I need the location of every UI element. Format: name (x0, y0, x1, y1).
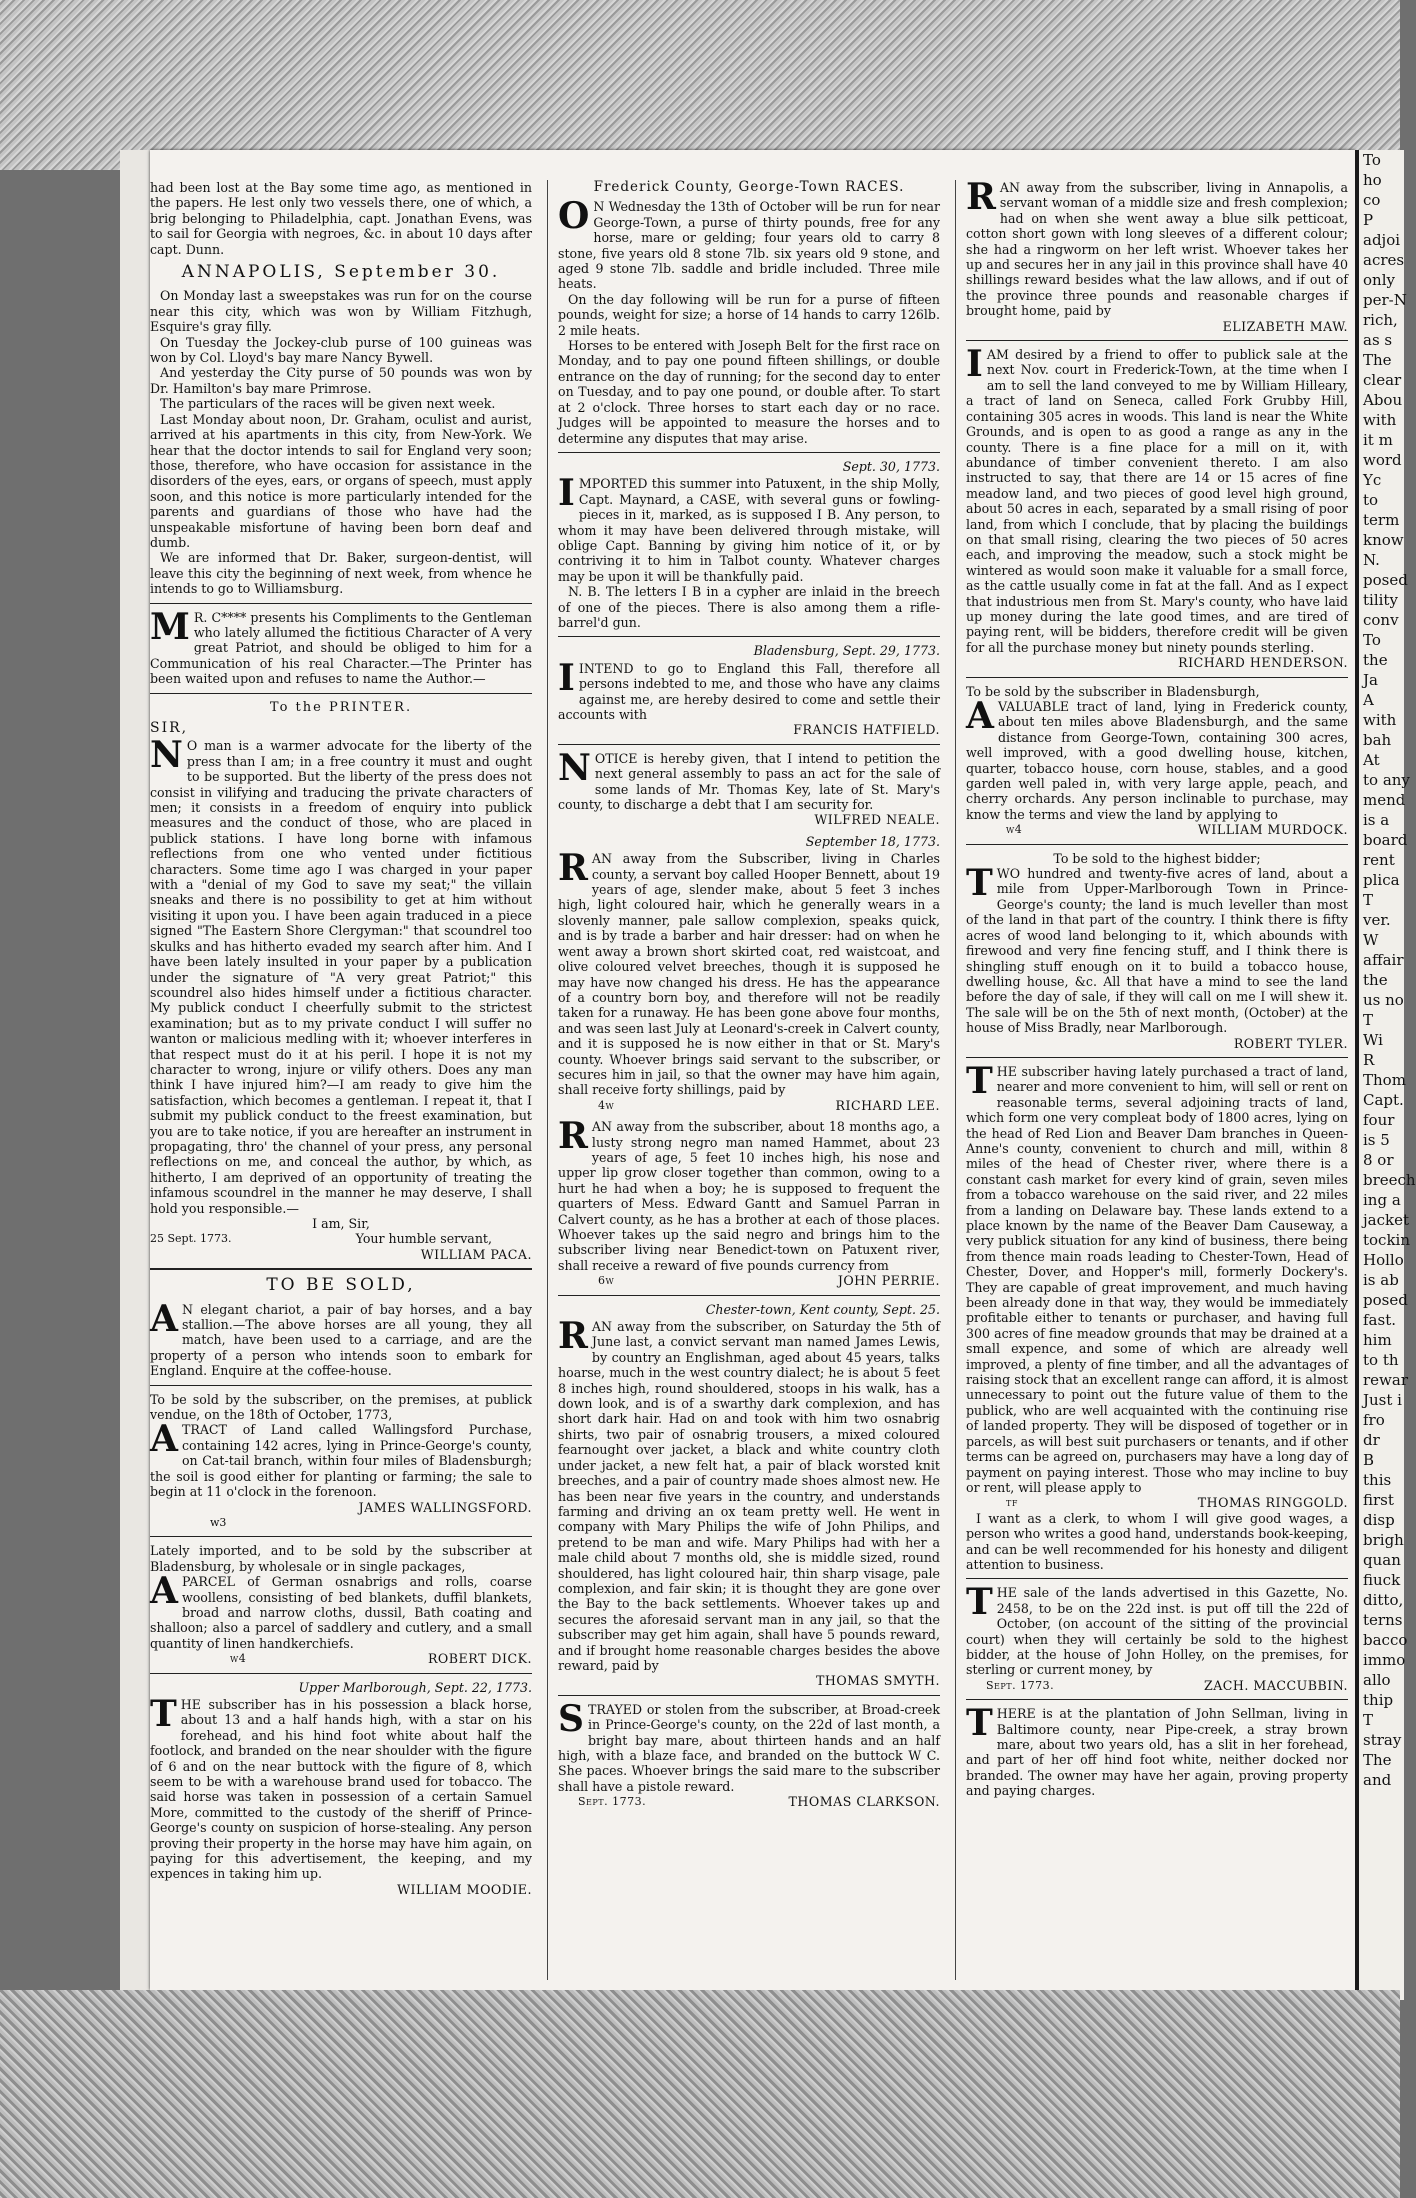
edge-text-fragment: conv (1363, 611, 1399, 629)
annapolis-news (150, 288, 532, 596)
edge-text-fragment: ho (1363, 171, 1382, 189)
drop-cap: T (966, 1702, 993, 1745)
edge-text-fragment: adjoi (1363, 231, 1401, 249)
edge-text-fragment: The (1363, 1751, 1392, 1769)
edge-text-fragment: fro (1363, 1411, 1385, 1429)
ad-text: HERE is at the plantation of John Sellman, living in Baltimore county, near Pipe-creek, a stray brown mare, about two years old, has a slit in her forehead, and part of her off hind foot white, neither docked nor branded. The owner may have her again, proving property and paying charges. (966, 1706, 1348, 1799)
ad-text: OTICE is hereby given, that I intend to petition the next general assembly to pass an act for the sale of some lands of Mr. Thomas Key, late of St. Mary's county, to discharge a debt that I am security for. (558, 750, 940, 813)
drop-cap: A (966, 695, 994, 737)
ad-bay-news (150, 180, 532, 257)
drop-cap: O (558, 195, 590, 238)
ad-text: On the day following will be run for a purse of fifteen pounds, weight for size; a horse of 14 hands to carry 126lb. 2 mile heats. (558, 291, 940, 338)
edge-text-fragment: breech (1363, 1171, 1416, 1189)
drop-cap: R (966, 176, 996, 218)
edge-text-fragment: Just i (1363, 1391, 1402, 1409)
ad-text: AN away from the subscriber, on Saturday the 5th of June last, a convict servant man named James Lewis, by country an Englishman, aged about 45 years, talks hoarse, much in the west country dialect; he is about 5 feet 8 inches high, round shouldered, stoops in his walk, has a down look, and is of a swarthy dark complexion, and has short dark hair. Had on and took with him two osnabrig shirts, two pair of osnabrig trousers, a mixed coloured fearnought over jacket, a black and white country cloth under jacket, a new felt hat, a pair of black worsted knit breeches, and a pair of country made shoes almost new. He has been near five years in the country, and understands farming and driving an ox team pretty well. He went in company with Mary Philips the wife of John Philips, and pretend to be man and wife. Mary Philips had with her a male child about 7 months old, she is middle sized, round shouldered, has light coloured hair, thin sharp visage, pale complexion, and fair skin; it is thought they are gone over the Bay to the back settlements. Whoever takes up and secures the aforesaid servant man in any jail, so that the subscriber may get him again, shall have 5 pounds reward, and if brought home reasonable charges besides the above reward, paid by (558, 1319, 940, 1673)
edge-text-fragment: with (1363, 411, 1397, 429)
edge-text-fragment: Wi (1363, 1031, 1383, 1049)
edge-text-fragment: as s (1363, 331, 1393, 349)
edge-text-fragment: plica (1363, 871, 1400, 889)
ad-dateline: Sept. 1773. (578, 1795, 647, 1809)
edge-text-fragment: fast. (1363, 1311, 1396, 1329)
divider (558, 744, 940, 745)
ad-richard-lee (558, 834, 940, 1113)
ad-text: TRAYED or stolen from the subscriber, at Broad-creek in Prince-George's county, on the 22d of last month, a bright bay mare, about thirteen hands and an half high, with a blaze face, and branded on the buttock W C. She paces. Whoever brings the said mare to the subscriber shall have a pistole reward. (558, 1701, 940, 1794)
signature: JOHN PERRIE. (837, 1273, 940, 1289)
ad-imported-case (558, 459, 940, 630)
edge-text-fragment: per-N (1363, 291, 1407, 309)
newspaper-page (150, 150, 1355, 1990)
to-the-printer-heading: To the PRINTER. (269, 699, 413, 715)
ad-text: had been lost at the Bay some time ago, as mentioned in the papers. He lest only two vessels there, one of which, a brig belonging to Philadelphia, capt. Jonathan Evens, was to sail for Georgia with negroes, &c. in about 10 days after capt. Dunn. (150, 180, 532, 257)
drop-cap: T (966, 1059, 993, 1102)
edge-text-fragment: P (1363, 211, 1374, 229)
ad-text: HE subscriber having lately purchased a tract of land, nearer and more convenient to him, will sell or rent on reasonable terms, several adjoining tracts of land, which form one very compleat body of 1800 acres, lying on the head of Red Lion and Beaver Dam branches in Queen-Anne's county, convenient to church and mill, within 8 miles of the head of Chester river, where there is a constant cash market for every kind of grain, seven miles from a tobacco warehouse on the said river, and 22 miles from a landing on Delaware bay. These lands extend to a place known by the name of the Beaver Dam Causeway, a very publick situation for any kind of business, there being from thence main roads leading to Chester-Town, Head of Chester, Dover, and Hopper's mill, formerly Dockery's. They are capable of great improvement, and much having been already done in that way, they would be immediately profitable either to tenants or purchaser, and having full 300 acres of fine meadow grounds that may be drained at a small expence, and some of which are already well improved, a plenty of fine timber, and all the advantages of raising stock that an excellent range can afford, it is almost unnecessary to point out the future value of them to the publick, who are well acquainted with the continuing rise of landed property. They will be disposed of together or in parcels, as will best suit purchasers or tenants, and if other terms can be agreed on, purchasers may have a long day of payment on paying interest. Those who may incline to buy or rent, will please apply to (966, 1063, 1348, 1495)
divider (558, 452, 940, 453)
edge-text-fragment: co (1363, 191, 1381, 209)
divider (150, 693, 532, 694)
drop-cap: T (966, 1581, 993, 1624)
edge-text-fragment: A (1363, 691, 1374, 709)
edge-text-fragment: N. (1363, 551, 1380, 569)
ad-chariot (150, 1297, 532, 1379)
drop-cap: N (558, 746, 591, 789)
races-heading: Frederick County, George-Town RACES. (593, 179, 905, 195)
edge-text-fragment: disp (1363, 1511, 1395, 1529)
edge-text-fragment: posed (1363, 1291, 1408, 1309)
ad-text: R. C**** presents his Compliments to the Gentleman who lately allumed the fictitious Character of A very great Patriot, and should be obliged to him for a Communication of his real Character.—The Printer has been waited upon and refuses to name the Author.— (150, 609, 532, 687)
ad-robert-tyler (966, 851, 1348, 1051)
ad-text: N elegant chariot, a pair of bay horses, and a bay stallion.—The above horses are all young, they all match, have been used to a carriage, and are the property of a person who intends soon to embark for England. Enquire at the coffee-house. (150, 1301, 532, 1379)
ad-mr-c (150, 605, 532, 687)
ad-elizabeth-maw (966, 176, 1348, 334)
edge-text-fragment: At (1363, 751, 1380, 769)
edge-text-fragment: to any (1363, 771, 1410, 789)
edge-text-fragment: Thom (1363, 1071, 1406, 1089)
letter-date: 25 Sept. 1773. (150, 1232, 232, 1246)
edge-text-fragment: fiuck (1363, 1571, 1401, 1589)
edge-text-fragment: him (1363, 1331, 1392, 1349)
letter-closing: I am, Sir, (312, 1216, 370, 1231)
divider (966, 1578, 1348, 1579)
news-para: On Monday last a sweepstakes was run for on the course near this city, which was won by William Fitzhugh, Esquire's gray filly. (150, 288, 532, 335)
divider (558, 636, 940, 637)
edge-text-fragment: stray (1363, 1731, 1402, 1749)
edge-text-fragment: jacket (1363, 1211, 1409, 1229)
drop-cap: N (150, 734, 183, 777)
ad-dateline: Upper Marlborough, Sept. 22, 1773. (298, 1679, 532, 1695)
drop-cap: A (150, 1418, 178, 1461)
drop-cap: R (558, 1315, 588, 1358)
insertion-mark: w4 (1006, 823, 1023, 837)
ad-intro: To be sold by the subscriber in Bladensburgh, (966, 683, 1260, 699)
next-page-edge (1355, 150, 1416, 2000)
ad-text: HE subscriber has in his possession a black horse, about 13 and a half hands high, with a star on his forehead, and his hind foot white about half the footlock, and branded on the near shoulder with the figure of 6 and on the near buttock with the figure of 8, which seem to be with a warehouse brand used for tobacco. The said horse was taken in possession of a certain Samuel More, committed to the custody of the sheriff of Prince-George's county on suspicion of horse-stealing. Any person proving their property in the horse may have him again, on paying for this advertisement, the keeping, and my expences in taking him up. (150, 1696, 532, 1882)
to-be-sold-heading: TO BE SOLD, (266, 1275, 416, 1296)
letter-william-paca (150, 734, 532, 1262)
edge-text-fragment: ing a (1363, 1191, 1401, 1209)
edge-text-fragment: immo (1363, 1651, 1406, 1669)
news-para: On Tuesday the Jockey-club purse of 100 guineas was won by Col. Lloyd's bay mare Nancy Bywell. (150, 334, 532, 366)
ad-text: MPORTED this summer into Patuxent, in the ship Molly, Capt. Maynard, a CASE, with several guns or fowling-pieces in it, marked, as is supposed I B. Any person, to whom it may have been delivered through mistake, will oblige Capt. Banning by giving him notice of it, or by contriving it to him in Talbot county. Whatever charges may be upon it will be thankfully paid. (558, 476, 940, 584)
edge-text-fragment: first (1363, 1491, 1394, 1509)
ad-text: N Wednesday the 13th of October will be run for near George-Town, a purse of thirty pounds, free for any horse, mare or gelding; four years old to carry 8 stone, five years old 8 stone 7lb. six years old 9 stone, and aged 9 stone 7lb. saddle and bridle included. Three mile heats. (558, 199, 940, 292)
ad-dateline: Bladensburg, Sept. 29, 1773. (753, 643, 940, 659)
column-3 (966, 176, 1348, 1980)
ad-text: INTEND to go to England this Fall, therefore all persons indebted to me, and those who have any claims against me, are hereby desired to come and settle their accounts with (558, 660, 940, 722)
insertion-mark: 4w (598, 1098, 615, 1112)
ad-text: WO hundred and twenty-five acres of land, about a mile from Upper-Marlborough Town in Prince-George's county; the land is much leveller than most of the land in that part of the country. I think there is fifty acres of wood land belonging to it, which abounds with firewood and very fine fencing stuff, and I think there is shingling stuff enough on it to build a tobacco house, dwelling house, &c. All that have a mind to see the land before the day of sale, if they will call on me I will shew it. The sale will be on the 5th of next month, (October) at the house of Miss Bradly, near Marlborough. (966, 866, 1348, 1036)
ad-thomas-clarkson (558, 1697, 940, 1810)
divider (150, 1673, 532, 1674)
ad-text: PARCEL of German osnabrigs and rolls, coarse woollens, consisting of bed blankets, duffil blankets, broad and narrow cloths, dussil, Bath coating and shalloon; also a parcel of saddlery and cutlery, and a small quantity of linen handkerchiefs. (150, 1574, 532, 1651)
ad-intro: To be sold by the subscriber, on the premises, at publick vendue, on the 18th of October, 1773, (150, 1391, 532, 1423)
edge-text-fragment: B (1363, 1451, 1375, 1469)
edge-text-fragment: is ab (1363, 1271, 1399, 1289)
ad-intro: To be sold to the highest bidder; (1053, 850, 1261, 866)
edge-text-fragment: term (1363, 511, 1400, 529)
news-para: And yesterday the City purse of 50 pounds was won by Dr. Hamilton's bay mare Primrose. (150, 365, 532, 396)
edge-text-fragment: terns (1363, 1611, 1403, 1629)
signature: THOMAS SMYTH. (815, 1673, 940, 1689)
edge-text-fragment: is a (1363, 811, 1390, 829)
drop-cap: T (150, 1692, 177, 1735)
edge-text-fragment: bah (1363, 731, 1392, 749)
edge-text-fragment: only (1363, 271, 1395, 289)
divider (558, 1295, 940, 1296)
ad-wallingsford (150, 1392, 532, 1531)
drop-cap: T (966, 862, 993, 905)
edge-text-fragment: W (1363, 931, 1379, 949)
ad-william-moodie (150, 1680, 532, 1898)
ad-dateline: September 18, 1773. (805, 833, 940, 849)
ad-william-murdock (966, 684, 1348, 838)
signature: WILLIAM PACA. (420, 1246, 532, 1262)
news-para: The particulars of the races will be given next week. (160, 396, 496, 412)
edge-text-fragment: R (1363, 1051, 1375, 1069)
insertion-mark: tf (1006, 1496, 1018, 1510)
edge-text-fragment: ditto, (1363, 1591, 1404, 1609)
edge-text-fragment: T (1363, 891, 1374, 909)
edge-text-fragment: dr (1363, 1431, 1380, 1449)
signature: ZACH. MACCUBBIN. (1203, 1677, 1348, 1693)
letter-closing: Your humble servant, (355, 1231, 492, 1247)
ad-thomas-smyth (558, 1302, 940, 1689)
ad-john-perrie (558, 1115, 940, 1289)
edge-text-fragment: with (1363, 711, 1397, 729)
edge-text-fragment: tility (1363, 591, 1398, 609)
scan-border-top (0, 0, 1400, 170)
edge-text-fragment: this (1363, 1471, 1392, 1489)
signature: WILLIAM MOODIE. (397, 1881, 532, 1897)
edge-text-fragment: brigh (1363, 1531, 1404, 1549)
ad-stray-mare (966, 1702, 1348, 1799)
signature: RICHARD LEE. (835, 1097, 940, 1113)
edge-text-fragment: Capt. (1363, 1091, 1404, 1109)
ad-text: AM desired by a friend to offer to publick sale at the next Nov. court in Frederick-Town, at the time when I am to sell the land conveyed to me by William Hilleary, a tract of land on Seneca, called Fork Grubby Hill, containing 305 acres in woods. This land is near the White Grounds, and is open to as good a range as any in the county. There is a fine place for a mill on it, with abundance of timber convenient thereto. I am also instructed to say, that there are 14 or 15 acres of fine meadow land, and two pieces of good level high ground, about 50 acres in each, separated by a small rising of poor land, from which I conclude, that by placing the buildings on that small rising, clearing the two pieces of 50 acres each, and improving the meadow, such a stock might be wintered as would soon make it valuable for a small force, as the cattle usually come in fat at the fall. And as I expect that industrious men from St. Mary's county, who have laid up money during the late good times, and are tired of paying rent, will be bidders, therefore credit will be given for all the purchase money but ninety pounds sterling. (966, 347, 1348, 655)
edge-text-fragment: To (1363, 151, 1381, 169)
page-left-margin (120, 150, 150, 1990)
divider (558, 1695, 940, 1696)
edge-text-fragment: rent (1363, 851, 1395, 869)
edge-text-fragment: To (1363, 631, 1381, 649)
salutation: SIR, (150, 720, 189, 736)
edge-text-fragment: quan (1363, 1551, 1401, 1569)
news-para: We are informed that Dr. Baker, surgeon-dentist, will leave this city the beginning of next week, from whence he intends to go to Williamsburg. (150, 550, 532, 597)
column-1 (150, 180, 532, 1980)
edge-text-fragment: tockin (1363, 1231, 1411, 1249)
edge-text-fragment: board (1363, 831, 1408, 849)
ad-text: HE sale of the lands advertised in this Gazette, No. 2458, to be on the 22d inst. is put off till the 22d of October, (on account of the sitting of the provincial court) when they will certainly be sold to the highest bidder, at the house of John Holley, on the premises, for sterling or current money, by (966, 1585, 1348, 1678)
ad-wilfred-neale (558, 746, 940, 828)
edge-text-fragment: mend (1363, 791, 1406, 809)
ad-dateline: Sept. 1773. (986, 1678, 1055, 1692)
ad-text: TRACT of Land called Wallingsford Purchase, containing 142 acres, lying in Prince-George's county, on Cat-tail branch, within four miles of Bladensburgh; the soil is good either for planting or farming; the sale to begin at 11 o'clock in the forenoon. (150, 1422, 532, 1500)
divider (966, 844, 1348, 845)
divider (966, 340, 1348, 341)
column-2 (558, 180, 940, 1980)
edge-text-fragment: and (1363, 1771, 1392, 1789)
edge-text-fragment: the (1363, 651, 1388, 669)
ad-text: Horses to be entered with Joseph Belt for the first race on Monday, and to pay one pound fifteen shillings, or double entrance on the day of running; for the second day to enter on Tuesday, and to pay one pound, or double after. To start at 2 o'clock. Three horses to start each day or no race. Judges will be appointed to measure the horses and to determine any disputes that may arise. (558, 338, 940, 446)
edge-text-fragment: 8 or (1363, 1151, 1394, 1169)
ad-dateline: Sept. 30, 1773. (842, 458, 940, 474)
edge-text-fragment: Ja (1363, 671, 1378, 689)
edge-text-fragment: us no (1363, 991, 1404, 1009)
ad-text: AN away from the Subscriber, living in Charles county, a servant boy called Hooper Bennett, about 19 years of age, slender make, about 5 feet 3 inches high, light coloured hair, which he generally wears in a slovenly manner, pale sallow complexion, speaks quick, and is by trade a barber and hair dresser: had on when he went away a brown short skirted coat, red waistcoat, and olive coloured velvet breeches, though it is supposed he may have now changed his dress. He has the appearance of a country born boy, and therefore will not be readily taken for a runaway. He has been gone above four months, and was seen last July at Leonard's-creek in Calvert county, and it is supposed he is now either in that or St. Mary's county. Whoever brings said servant to the subscriber, or secures him in jail, so that the owner may have him again, shall receive forty shillings, paid by (558, 851, 940, 1098)
signature: WILFRED NEALE. (814, 812, 940, 828)
scan-border-bottom (0, 1990, 1400, 2198)
edge-text-fragment: clear (1363, 371, 1402, 389)
signature: RICHARD HENDERSON. (1178, 655, 1348, 671)
ad-text: I want as a clerk, to whom I will give good wages, a person who writes a good hand, understands book-keeping, and can be well recommended for his honesty and diligent attention to business. (966, 1510, 1348, 1572)
signature: WILLIAM MURDOCK. (1197, 822, 1348, 838)
annapolis-heading: ANNAPOLIS, September 30. (181, 262, 501, 283)
edge-text-fragment: T (1363, 1711, 1374, 1729)
ad-text: N. B. The letters I B in a cypher are inlaid in the breech of one of the pieces. There is also among them a rifle-barrel'd gun. (558, 584, 940, 630)
news-para: Last Monday about noon, Dr. Graham, oculist and aurist, arrived at his apartments in this city, from New-York. We hear that the doctor intends to sail for England very soon; those, therefore, who have occasion for assistance in the disorders of the eyes, ears, or organs of speech, must apply soon, and this notice is more particularly intended for the parents and guardians of those who have had the unspeakable misfortune of having been born deaf and dumb. (150, 411, 532, 550)
column-rule (547, 180, 548, 1980)
drop-cap: M (150, 605, 190, 648)
signature: THOMAS RINGGOLD. (1197, 1495, 1348, 1511)
drop-cap: A (150, 1570, 178, 1613)
edge-text-fragment: posed (1363, 571, 1408, 589)
ad-intro: Lately imported, and to be sold by the subscriber at Bladensburg, by wholesale or in single packages, (150, 1543, 532, 1574)
divider (150, 1268, 532, 1270)
edge-text-fragment: bacco (1363, 1631, 1408, 1649)
ad-text: AN away from the subscriber, living in Annapolis, a servant woman of a middle size and fresh complexion; had on when she went away a blue silk petticoat, cotton short gown with long sleeves of a different colour; she had a ringworm on her left wrist. Whoever takes her up and secures her in any jail in this province shall have 40 shillings reward besides what the law allows, and if out of the province three pounds and reasonable charges if brought home, paid by (966, 180, 1348, 319)
divider (150, 1536, 532, 1537)
ad-richard-henderson (966, 343, 1348, 671)
edge-text-fragment: thip (1363, 1691, 1394, 1709)
edge-text-fragment: T (1363, 1011, 1374, 1029)
drop-cap: I (966, 343, 983, 386)
signature: THOMAS CLARKSON. (788, 1794, 940, 1810)
drop-cap: R (558, 1115, 588, 1158)
edge-text-fragment: ver. (1363, 911, 1391, 929)
edge-text-fragment: four (1363, 1111, 1395, 1129)
divider (966, 1057, 1348, 1058)
edge-text-fragment: to (1363, 491, 1379, 509)
edge-text-fragment: it m (1363, 431, 1393, 449)
divider (150, 1385, 532, 1386)
insertion-mark: w3 (210, 1515, 227, 1529)
drop-cap: I (558, 656, 575, 699)
edge-text-fragment: is 5 (1363, 1131, 1390, 1149)
edge-text-fragment: the (1363, 971, 1388, 989)
drop-cap: R (558, 847, 588, 890)
edge-text-fragment: to th (1363, 1351, 1399, 1369)
divider (966, 1699, 1348, 1700)
edge-text-fragment: Hollo (1363, 1251, 1404, 1269)
drop-cap: A (150, 1297, 178, 1340)
signature: ROBERT TYLER. (1233, 1035, 1348, 1051)
edge-text-fragment: rich, (1363, 311, 1398, 329)
ad-george-town-races (558, 195, 940, 446)
edge-text-fragment: allo (1363, 1671, 1391, 1689)
edge-text-fragment: acres (1363, 251, 1405, 269)
edge-text-fragment: Yc (1363, 471, 1382, 489)
ad-zach-maccubbin (966, 1581, 1348, 1693)
edge-text-fragment: affair (1363, 951, 1404, 969)
ad-robert-dick (150, 1543, 532, 1666)
signature: ELIZABETH MAW. (1222, 318, 1348, 334)
edge-text-fragment: know (1363, 531, 1404, 549)
ad-text: VALUABLE tract of land, lying in Frederick county, about ten miles above Bladensburgh, and the same distance from George-Town, containing 300 acres, well improved, with a good dwelling house, kitchen, quarter, tobacco house, corn house, stables, and a good garden well paled in, with very large apple, peach, and cherry orchards. Any person inclinable to purchase, may know the terms and view the land by applying to (966, 699, 1348, 822)
insertion-mark: w4 (230, 1652, 247, 1666)
ad-thomas-ringgold (966, 1059, 1348, 1572)
edge-text-fragment: word (1363, 451, 1402, 469)
edge-text-fragment: rewar (1363, 1371, 1408, 1389)
drop-cap: S (558, 1697, 584, 1740)
ad-francis-hatfield (558, 643, 940, 737)
signature: ROBERT DICK. (427, 1651, 532, 1667)
ad-text: AN away from the subscriber, about 18 months ago, a lusty strong negro man named Hammet, about 23 years of age, 5 feet 10 inches high, his nose and upper lip grow closer together than common, owing to a hurt he had when a boy; he is supposed to frequent the quarters of Mess. Edward Gantt and Samuel Parran in Calvert county, as he has a brother at each of those places. Whoever takes up the said negro and brings him to the subscriber living near Benedict-town on Patuxent river, shall receive a reward of five pounds currency from (558, 1119, 940, 1273)
drop-cap: I (558, 472, 575, 515)
edge-text-fragment: Abou (1363, 391, 1403, 409)
signature: FRANCIS HATFIELD. (793, 722, 940, 738)
letter-text: O man is a warmer advocate for the liberty of the press than I am; in a free country it must and ought to be supported. But the liberty of the press does not consist in vilifying and traducing the private characters of men; it consists in a freedom of enquiry into publick measures and the conduct of those, who are placed in publick stations. I have long borne with infamous reflections from one who vented under fictitious characters. Some time ago I was charged in your paper with a "denial of my God to save my seat;" the villain sneaks and there is no possibility to get at him without visiting it upon you. I have been again traduced in a piece signed "The Eastern Shore Clergyman:" that scoundrel too skulks and has hitherto evaded my search after him. And I have been lately insulted in your paper by a publication under the signature of "A very great Patriot;" this scoundrel also hides himself under a fictitious character. My publick conduct I cheerfully submit to the strictest examination; but as to my private conduct I will suffer no wanton or malicious medling with it; whoever interferes in that respect must do it at his peril. I hope it is not my character to wrong, injure or vilify others. Does any man think I have injured him?—I am ready to give him the satisfaction, which becomes a gentleman. I repeat it, that I submit my publick conduct to the freest examination, but you are to take notice, if you are hereafter an instrument in propagating, thro' the channel of your press, any personal reflections on me, and conceal the author, by which, as hitherto, I am deprived of an opportunity of treating the infamous scoundrel in the manner he may deserve, I shall hold you responsible.— (150, 738, 532, 1216)
divider (966, 677, 1348, 678)
column-rule (955, 180, 956, 1980)
divider (150, 603, 532, 604)
insertion-mark: 6w (598, 1274, 615, 1288)
signature: JAMES WALLINGSFORD. (358, 1499, 532, 1515)
ad-dateline: Chester-town, Kent county, Sept. 25. (705, 1301, 940, 1317)
edge-text-fragment: The (1363, 351, 1392, 369)
